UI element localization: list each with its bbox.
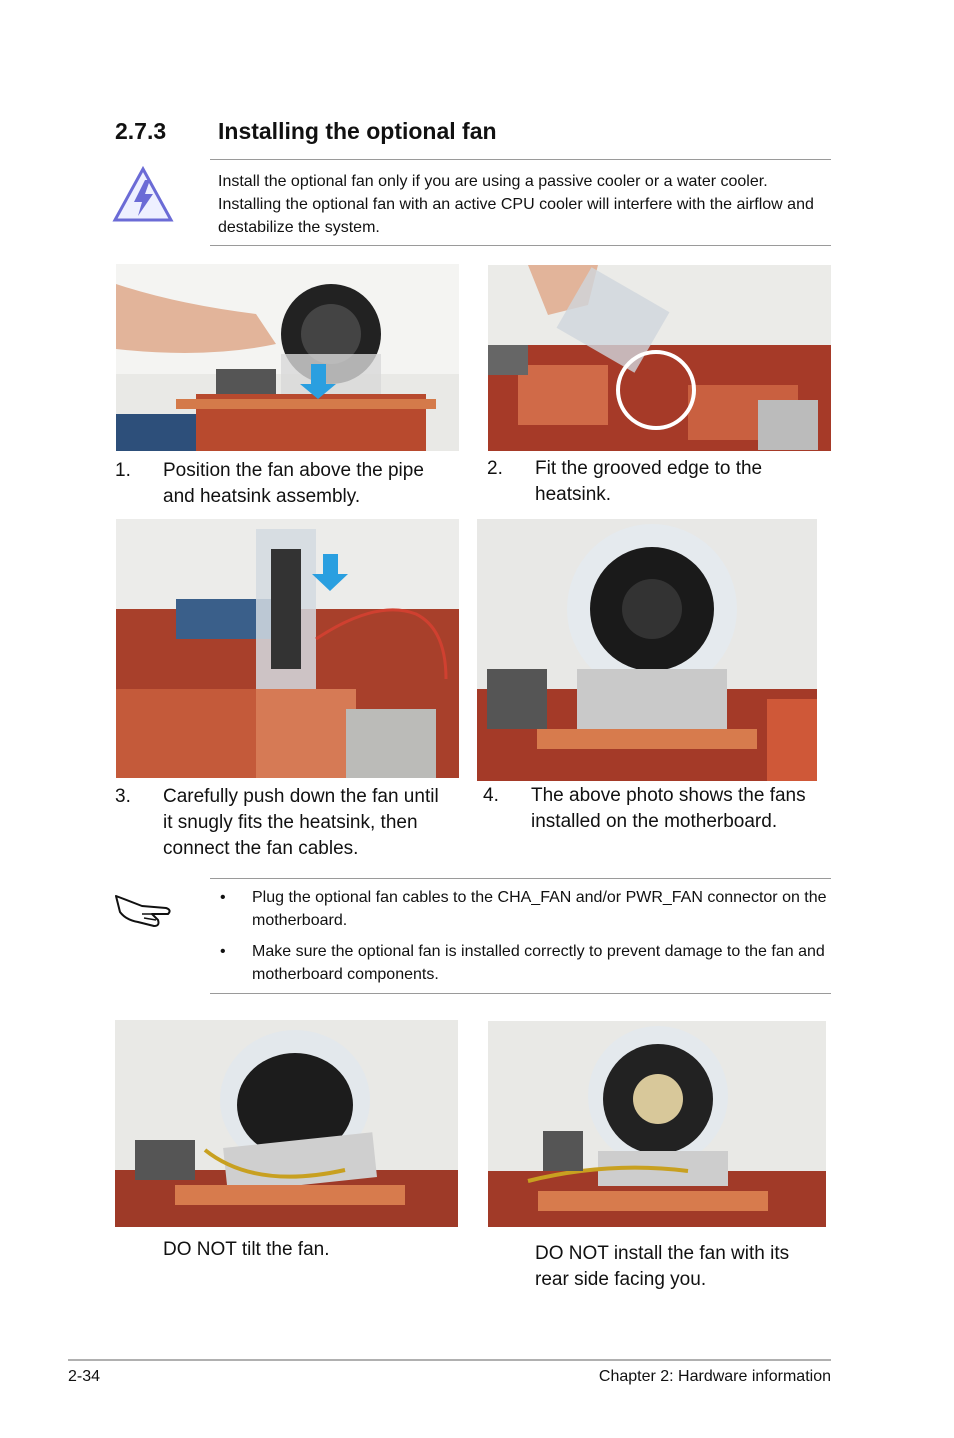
step-1-number: 1. (115, 460, 131, 481)
caution-top-divider (210, 159, 831, 160)
note-bullet: • (220, 889, 226, 906)
note-item-text: Make sure the optional fan is installed correctly to prevent damage to the fan and motherboard components. (252, 943, 825, 983)
pointing-hand-icon (112, 886, 174, 930)
section-title: Installing the optional fan (218, 118, 497, 144)
note-bottom-divider (210, 993, 831, 994)
photo-step-2 (488, 265, 831, 451)
note-item-text: Plug the optional fan cables to the CHA_FAN and/or PWR_FAN connector on the motherboard. (252, 889, 827, 929)
step-3-number: 3. (115, 786, 131, 807)
warning-no-rear-facing: DO NOT install the fan with its rear side facing you. (535, 1243, 790, 1290)
step-4-number: 4. (483, 785, 499, 806)
photo-rear-facing-fan (488, 1021, 826, 1227)
chapter-title: Chapter 2: Hardware information (598, 1368, 831, 1385)
photo-step-1 (116, 264, 459, 451)
note-item (218, 886, 830, 932)
caution-text: Install the optional fan only if you are using a passive cooler or a water cooler. Installing the optional fan with an active CPU cooler will interfere with the airflow and destabilize the system. (218, 173, 814, 236)
photo-step-4 (477, 519, 817, 781)
section-number: 2.7.3 (115, 118, 167, 144)
step-3-text: Carefully push down the fan until it snugly fits the heatsink, then connect the fan cables. (163, 786, 439, 859)
note-top-divider (210, 878, 831, 879)
page-number: 2-34 (68, 1368, 101, 1385)
step-1-text: Position the fan above the pipe and heatsink assembly. (163, 460, 424, 507)
footer-divider (68, 1359, 831, 1361)
step-2-text: Fit the grooved edge to the heatsink. (535, 458, 763, 505)
photo-tilted-fan (115, 1020, 458, 1227)
warning-no-tilt: DO NOT tilt the fan. (163, 1239, 330, 1260)
caution-bottom-divider (210, 245, 831, 246)
note-bullet: • (220, 943, 226, 960)
step-2-number: 2. (487, 458, 503, 479)
step-4-text: The above photo shows the fans installed on the motherboard. (531, 785, 806, 832)
note-item (218, 940, 830, 986)
warning-triangle-icon (112, 166, 174, 224)
note-list (218, 886, 830, 994)
photo-step-3 (116, 519, 459, 778)
